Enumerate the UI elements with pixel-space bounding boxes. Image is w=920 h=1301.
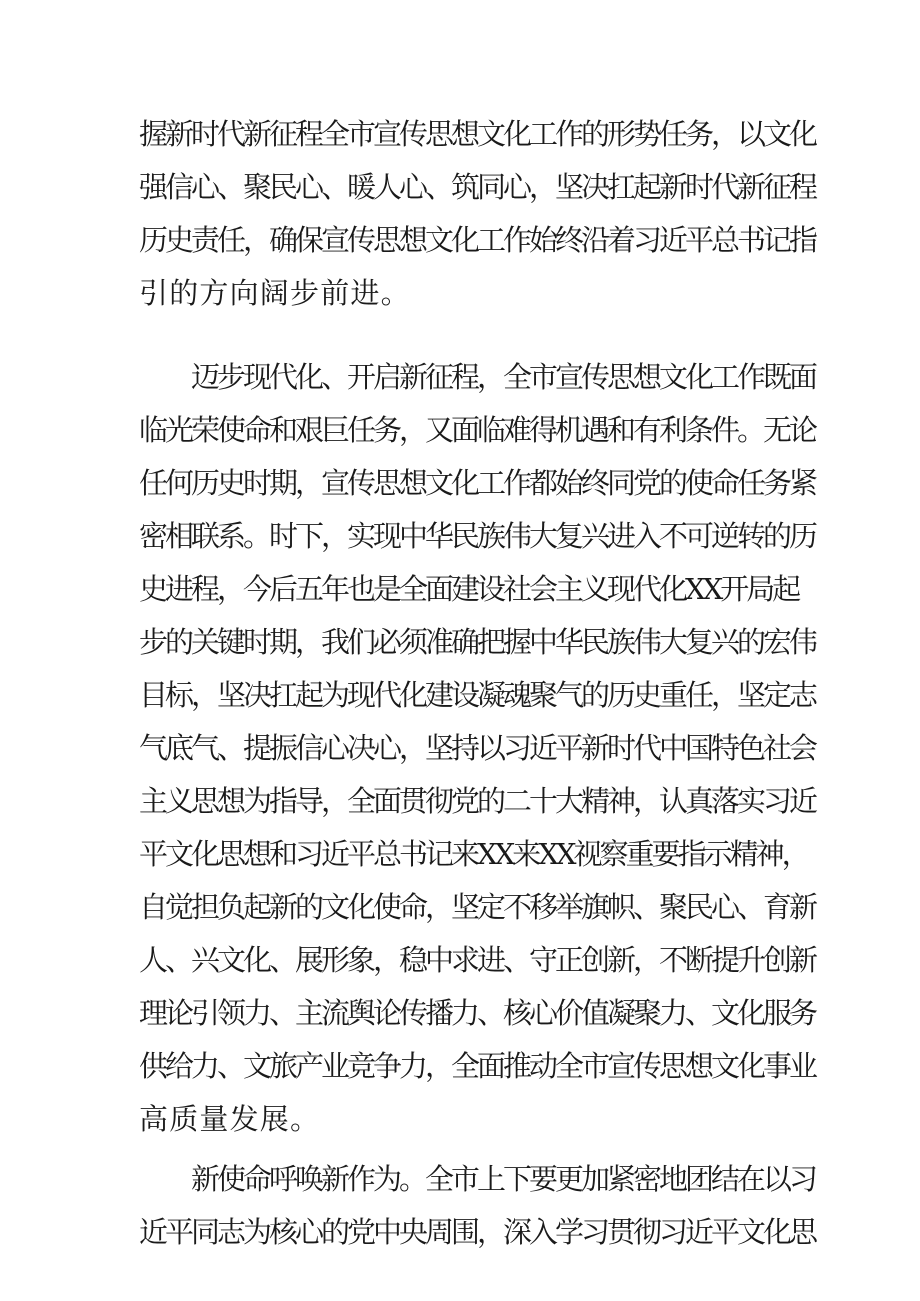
text-line: 历史责任，确保宣传思想文化工作始终沿着习近平总书记指 xyxy=(139,223,816,257)
text-line: 理论引领力、主流舆论传播力、核心价值凝聚力、文化服务 xyxy=(139,996,816,1030)
text-line: 近平同志为核心的党中央周围，深入学习贯彻习近平文化思 xyxy=(139,1215,816,1249)
text-line: 目标，坚决扛起为现代化建设凝魂聚气的历史重任，坚定志 xyxy=(139,678,816,712)
text-line: 自觉担负起新的文化使命，坚定不移举旗帜、聚民心、育新 xyxy=(139,890,816,924)
text-line: 握新时代新征程全市宣传思想文化工作的形势任务，以文化 xyxy=(139,117,816,151)
text-line: 引的方向阔步前进。 xyxy=(139,276,411,310)
text-line: 气底气、提振信心决心，坚持以习近平新时代中国特色社会 xyxy=(139,731,816,765)
text-line: 迈步现代化、开启新征程，全市宣传思想文化工作既面 xyxy=(191,360,816,394)
text-line: 主义思想为指导，全面贯彻党的二十大精神，认真落实习近 xyxy=(139,784,816,818)
text-line: 高质量发展。 xyxy=(139,1102,321,1136)
text-line: 强信心、聚民心、暖人心、筑同心，坚决扛起新时代新征程 xyxy=(139,170,816,204)
text-line: 新使命呼唤新作为。全市上下要更加紧密地团结在以习 xyxy=(191,1162,816,1196)
text-line: 平文化思想和习近平总书记来XX来XX视察重要指示精神， xyxy=(139,837,808,871)
text-line: 史进程，今后五年也是全面建设社会主义现代化XX开局起 xyxy=(139,572,799,606)
text-line: 临光荣使命和艰巨任务，又面临难得机遇和有利条件。无论 xyxy=(139,413,816,447)
text-line: 供给力、文旅产业竞争力，全面推动全市宣传思想文化事业 xyxy=(139,1049,816,1083)
text-line: 人、兴文化、展形象，稳中求进、守正创新，不断提升创新 xyxy=(139,943,816,977)
text-line: 密相联系。时下，实现中华民族伟大复兴进入不可逆转的历 xyxy=(139,519,816,553)
text-line: 任何历史时期，宣传思想文化工作都始终同党的使命任务紧 xyxy=(139,466,816,500)
text-line: 步的关键时期，我们必须准确把握中华民族伟大复兴的宏伟 xyxy=(139,625,816,659)
